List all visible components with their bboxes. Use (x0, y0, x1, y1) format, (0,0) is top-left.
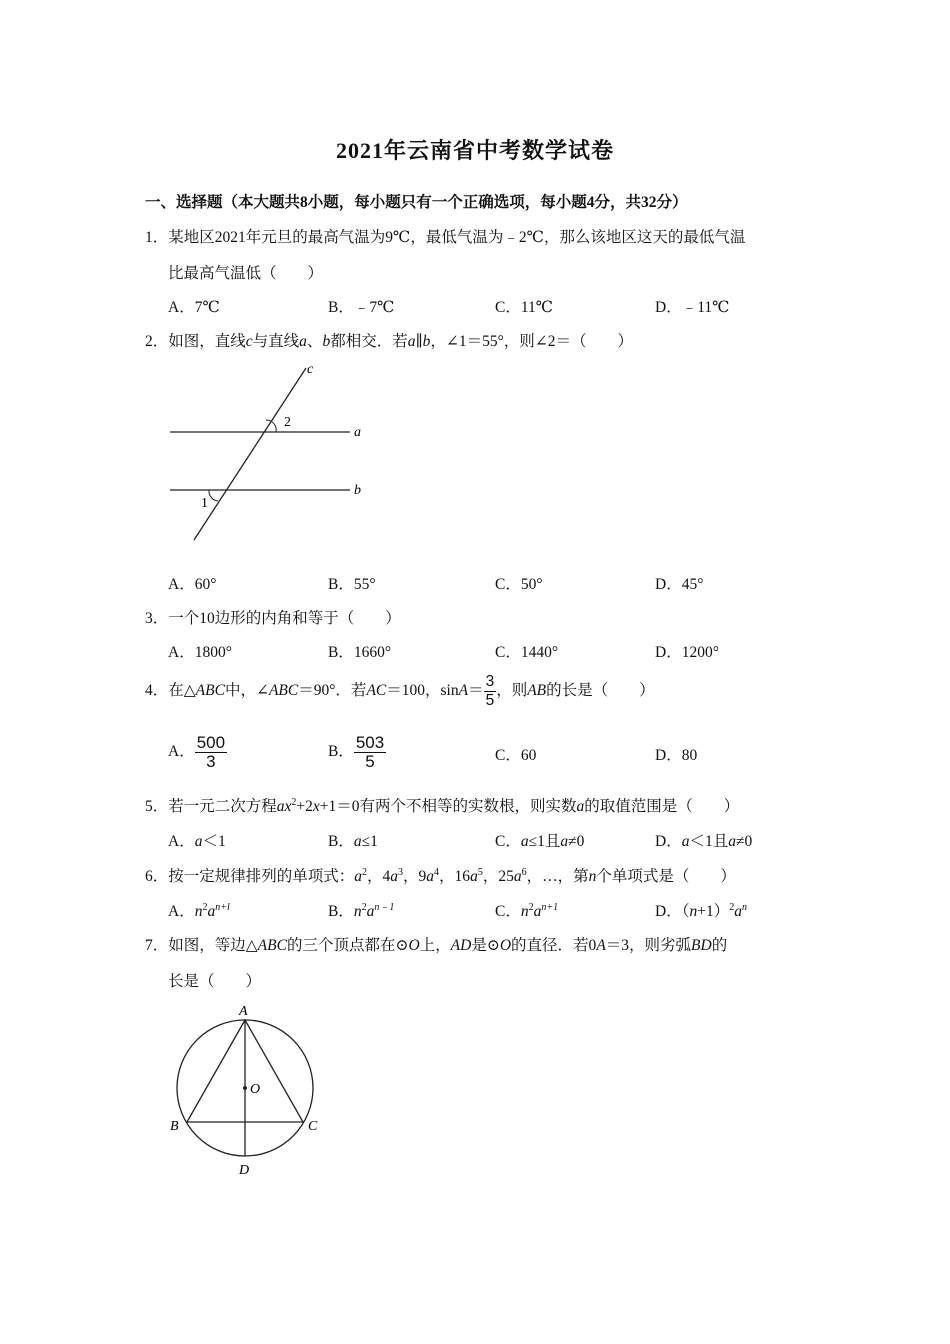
q5-option-b: B．a≤1 (328, 833, 378, 850)
q3-option-a: A．1800° (168, 644, 232, 661)
question-4-text: 4．在△ABC中，∠ABC＝90°．若AC＝100，sinA＝ $\frac{3}{5}$ ，则AB的长是（ ） (145, 673, 655, 709)
q5-option-d: D．a＜1且a≠0 (655, 833, 753, 850)
q1-option-b: B．﹣7℃ (328, 299, 395, 316)
q1-option-d: D．﹣11℃ (655, 299, 730, 316)
parallel-lines-figure (160, 360, 380, 545)
q2-option-b: B．55° (328, 576, 376, 593)
q6-option-d: D．$(n+1)^2a^n$ (655, 902, 747, 920)
question-1-line-1: 1．某地区2021年元旦的最高气温为9℃，最低气温为﹣2℃，那么该地区这天的最低气温 (145, 229, 746, 246)
label-2: 2 (284, 415, 291, 430)
q5-option-c: C．a≤1且a≠0 (495, 833, 585, 850)
q4-option-d: D．80 (655, 747, 698, 764)
q6-option-b: B．$n^2a^{n﹣1}$ (328, 902, 395, 920)
q3-option-b: B．1660° (328, 644, 392, 661)
line-c (194, 368, 306, 540)
question-7-line-1: 7．如图，等边△ABC的三个顶点都在⊙O上，AD是⊙O的直径．若0A＝3，则劣弧BD的 (145, 937, 728, 954)
section-heading: 一、选择题（本大题共8小题，每小题只有一个正确选项，每小题4分，共32分） (145, 194, 688, 211)
question-7-line-2: 长是（ ） (168, 973, 262, 990)
q2-option-c: C．50° (495, 576, 543, 593)
label-b: b (354, 483, 361, 498)
question-6-text: 6．按一定规律排列的单项式：$a^2$，$4a^3$，$9a^4$，$16a^5$，$25a^6$，…，第n个单项式是（ ） (145, 867, 736, 885)
angle-1-arc (209, 490, 218, 501)
q4-option-c: C．60 (495, 747, 537, 764)
q1-option-a: A．7℃ (168, 299, 220, 316)
question-1-line-2: 比最高气温低（ ） (168, 265, 324, 282)
circle-triangle-figure (165, 1000, 330, 1180)
q6-option-c: C．$n^2a^{n+1}$ (495, 902, 559, 920)
page-title: 2021年云南省中考数学试卷 (335, 138, 614, 163)
question-3-text: 3．一个10边形的内角和等于（ ） (145, 610, 401, 627)
sin-a-fraction: $\frac{3}{5}$ (485, 673, 495, 709)
center-point (243, 1086, 247, 1090)
label-A: A (239, 1004, 248, 1019)
question-5-text: 5．若一元二次方程$ax^2+2x+1=0$有两个不相等的实数根，则实数a的取值范围是（ ） (145, 797, 740, 815)
q6-option-a: A．$n^2a^{n+l}$ (168, 902, 230, 920)
q3-option-c: C．1440° (495, 644, 559, 661)
label-O: O (250, 1082, 261, 1097)
question-2-text: 2．如图，直线c与直线a、b都相交．若a∥b，∠1＝55°，则∠2＝（ ） (145, 333, 634, 350)
label-c: c (307, 362, 314, 377)
q4-option-b: B． $\frac{503}{5}$ (328, 733, 385, 771)
q3-option-d: D．1200° (655, 644, 719, 661)
label-D: D (239, 1163, 250, 1178)
label-a: a (354, 425, 361, 440)
q5-option-a: A．a＜1 (168, 833, 226, 850)
q2-option-d: D．45° (655, 576, 704, 593)
q4-option-a: A． $\frac{500}{3}$ (168, 733, 226, 771)
label-B: B (170, 1119, 179, 1134)
label-C: C (308, 1119, 318, 1134)
label-1: 1 (201, 496, 208, 511)
q1-option-c: C．11℃ (495, 299, 554, 316)
q2-option-a: A．60° (168, 576, 217, 593)
